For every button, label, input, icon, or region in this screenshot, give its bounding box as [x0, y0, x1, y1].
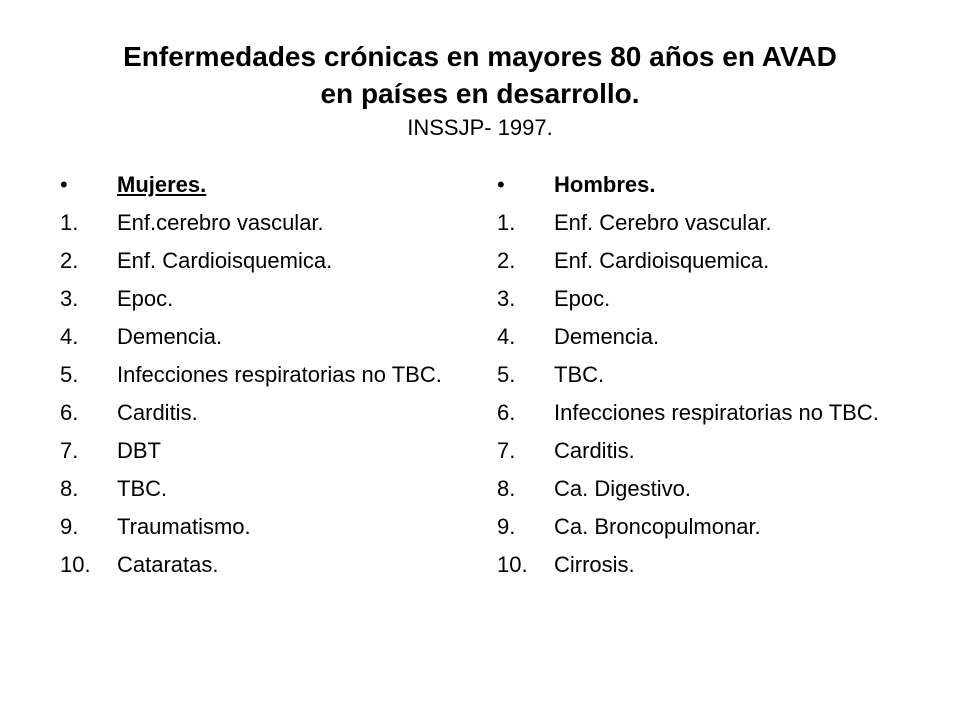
item-text: Enf. Cardioisquemica.	[554, 248, 770, 273]
slide-title	[30, 38, 930, 144]
item-number: 4.	[497, 324, 516, 349]
item-text: Cirrosis.	[554, 552, 635, 577]
list-item	[497, 438, 917, 463]
list-item	[497, 362, 917, 387]
item-text: Epoc.	[117, 286, 174, 311]
list-item	[60, 514, 460, 539]
list-item	[60, 400, 460, 425]
item-text: DBT	[117, 438, 161, 463]
item-text: Cataratas.	[117, 552, 219, 577]
men-heading-text: Hombres.	[554, 172, 656, 197]
item-number: 8.	[60, 476, 79, 501]
list-item	[60, 362, 460, 387]
men-list	[497, 210, 917, 577]
list-item	[60, 476, 460, 501]
list-item	[497, 476, 917, 501]
men-heading	[497, 172, 917, 197]
women-column	[60, 172, 460, 590]
list-item	[497, 286, 917, 311]
bullet-icon: •	[497, 172, 505, 197]
item-text: TBC.	[554, 362, 605, 387]
women-heading-text: Mujeres.	[117, 172, 207, 197]
list-item	[497, 324, 917, 349]
item-text: Enf. Cardioisquemica.	[117, 248, 333, 273]
item-number: 6.	[60, 400, 79, 425]
item-number: 1.	[60, 210, 79, 235]
item-text: TBC.	[117, 476, 168, 501]
item-number: 1.	[497, 210, 516, 235]
item-number: 10.	[497, 552, 528, 577]
list-item	[497, 400, 917, 425]
item-number: 7.	[497, 438, 516, 463]
item-number: 5.	[60, 362, 79, 387]
item-number: 4.	[60, 324, 79, 349]
item-text: Ca. Broncopulmonar.	[554, 514, 761, 539]
item-text: Demencia.	[554, 324, 660, 349]
title-line-1: Enfermedades crónicas en mayores 80 años en AVAD	[123, 41, 837, 72]
bullet-icon: •	[60, 172, 68, 197]
item-text: Infecciones respiratorias no TBC.	[117, 362, 442, 387]
list-item	[60, 286, 460, 311]
item-number: 9.	[497, 514, 516, 539]
item-number: 6.	[497, 400, 516, 425]
list-item	[497, 514, 917, 539]
item-text: Ca. Digestivo.	[554, 476, 691, 501]
men-column	[497, 172, 917, 590]
list-item	[497, 210, 917, 235]
item-number: 5.	[497, 362, 516, 387]
women-heading	[60, 172, 460, 197]
item-text: Enf.cerebro vascular.	[117, 210, 324, 235]
list-item	[60, 552, 460, 577]
item-text: Demencia.	[117, 324, 223, 349]
item-number: 8.	[497, 476, 516, 501]
item-text: Enf. Cerebro vascular.	[554, 210, 772, 235]
item-number: 2.	[497, 248, 516, 273]
item-number: 2.	[60, 248, 79, 273]
item-number: 3.	[60, 286, 79, 311]
item-text: Traumatismo.	[117, 514, 251, 539]
item-number: 9.	[60, 514, 79, 539]
title-source: INSSJP- 1997.	[407, 115, 553, 140]
list-item	[497, 552, 917, 577]
item-text: Carditis.	[117, 400, 198, 425]
list-item	[60, 438, 460, 463]
item-text: Infecciones respiratorias no TBC.	[554, 400, 879, 425]
list-item	[497, 248, 917, 273]
item-text: Carditis.	[554, 438, 635, 463]
item-number: 3.	[497, 286, 516, 311]
list-item	[60, 248, 460, 273]
item-number: 10.	[60, 552, 91, 577]
item-number: 7.	[60, 438, 79, 463]
women-list	[60, 210, 460, 577]
list-item	[60, 210, 460, 235]
list-item	[60, 324, 460, 349]
item-text: Epoc.	[554, 286, 611, 311]
title-line-2: en países en desarrollo.	[320, 78, 640, 109]
